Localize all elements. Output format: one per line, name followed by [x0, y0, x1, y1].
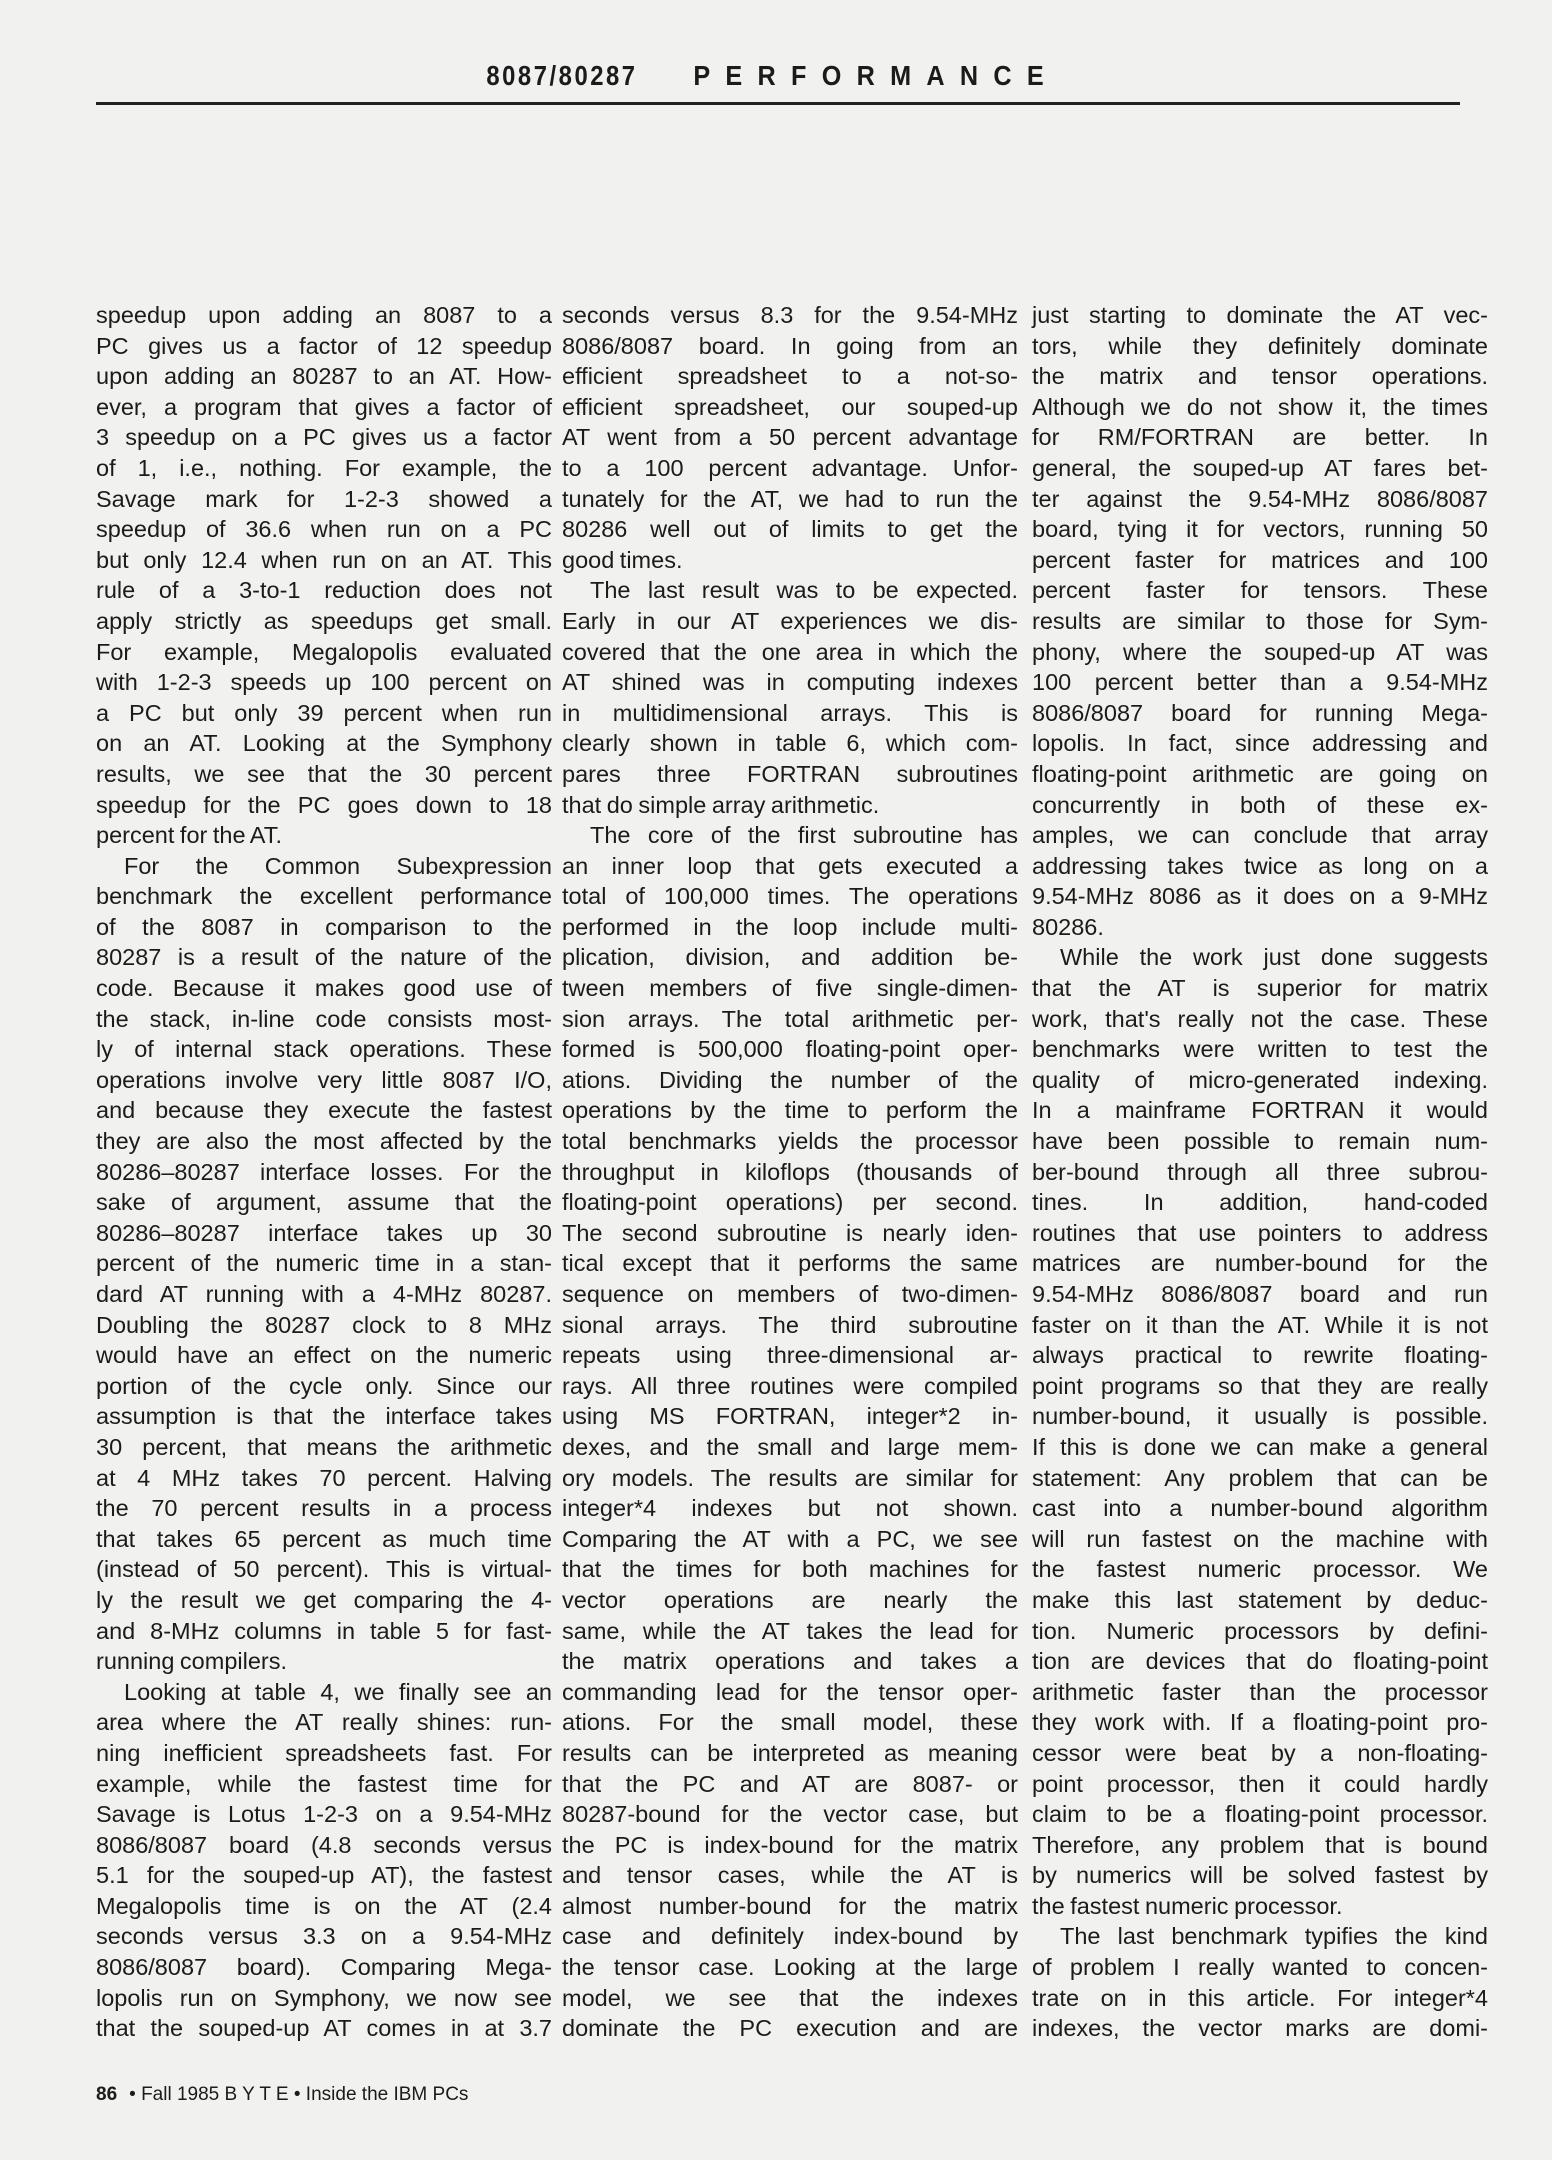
text-line: formed is 500,000 floating-point oper- [562, 1036, 1018, 1063]
text-line: portion of the cycle only. Since our [96, 1372, 552, 1399]
paragraph [562, 300, 1018, 575]
text-line: area where the AT really shines: run- [96, 1709, 552, 1736]
text-line: but only 12.4 when run on an AT. This [96, 546, 552, 573]
text-line: seconds versus 3.3 on a 9.54-MHz [96, 1923, 552, 1950]
text-line: cast into a number-bound algorithm [1032, 1495, 1488, 1522]
text-line: and because they execute the fastest [96, 1097, 552, 1124]
text-line: routines that use pointers to address [1032, 1219, 1488, 1246]
text-line: the matrix operations and takes a [562, 1648, 1018, 1675]
text-line: sional arrays. The third subroutine [562, 1311, 1018, 1338]
text-line: an inner loop that gets executed a [562, 852, 1018, 879]
text-line: matrices are number-bound for the [1032, 1250, 1488, 1277]
text-line: amples, we can conclude that array [1032, 822, 1488, 849]
text-line: rule of a 3-to-1 reduction does not [96, 577, 552, 604]
text-line: sake of argument, assume that the [96, 1189, 552, 1216]
text-line: repeats using three-dimensional ar- [562, 1342, 1018, 1369]
text-line: floating-point operations) per second. [562, 1189, 1018, 1216]
text-line: model, we see that the indexes [562, 1984, 1018, 2011]
text-line: by numerics will be solved fastest by [1032, 1862, 1488, 1889]
text-line: results can be interpreted as meaning [562, 1739, 1018, 1766]
text-line: pares three FORTRAN subroutines [562, 760, 1018, 787]
text-line: the stack, in-line code consists most- [96, 1005, 552, 1032]
text-line: tion are devices that do floating-point [1032, 1648, 1488, 1675]
text-line: speedup of 36.6 when run on a PC [96, 516, 552, 543]
text-line: statement: Any problem that can be [1032, 1464, 1488, 1491]
header-rule [96, 102, 1460, 105]
text-line: sion arrays. The total arithmetic per- [562, 1005, 1018, 1032]
text-line: speedup for the PC goes down to 18 [96, 791, 552, 818]
text-line: make this last statement by deduc- [1032, 1586, 1488, 1613]
text-line: total of 100,000 times. The operations [562, 883, 1018, 910]
paragraph [1032, 1921, 1488, 2043]
text-line: integer*4 indexes but not shown. [562, 1495, 1018, 1522]
text-line: concurrently in both of these ex- [1032, 791, 1488, 818]
paragraph [562, 575, 1018, 820]
text-line: 8086/8087 board). Comparing Mega- [96, 1954, 552, 1981]
text-line: that the AT is superior for matrix [1032, 975, 1488, 1002]
text-line: the fastest numeric processor. We [1032, 1556, 1488, 1583]
text-line: of 1, i.e., nothing. For example, the [96, 454, 552, 481]
text-line: they work with. If a floating-point pro- [1032, 1709, 1488, 1736]
text-line: always practical to rewrite floating- [1032, 1342, 1488, 1369]
text-line: For the Common Subexpression [124, 852, 552, 879]
page-footer [96, 2084, 468, 2106]
text-line: will run fastest on the machine with [1032, 1525, 1488, 1552]
text-line: In a mainframe FORTRAN it would [1032, 1097, 1488, 1124]
text-line: in multidimensional arrays. This is [562, 699, 1018, 726]
text-line: 80286 well out of limits to get the [562, 516, 1018, 543]
paragraph [96, 300, 552, 851]
running-header [0, 60, 1552, 92]
text-line: the PC is index-bound for the matrix [562, 1831, 1018, 1858]
text-line: vector operations are nearly the [562, 1586, 1018, 1613]
text-line: and 8-MHz columns in table 5 for fast- [96, 1617, 552, 1644]
text-line: Savage mark for 1-2-3 showed a [96, 485, 552, 512]
text-line: total benchmarks yields the processor [562, 1128, 1018, 1155]
text-line: and tensor cases, while the AT is [562, 1862, 1018, 1889]
text-line: operations involve very little 8087 I/O, [96, 1066, 552, 1093]
text-line: results, we see that the 30 percent [96, 760, 552, 787]
text-line: claim to be a floating-point processor. [1032, 1801, 1488, 1828]
text-line: 9.54-MHz 8086/8087 board and run [1032, 1281, 1488, 1307]
paragraph [1032, 300, 1488, 942]
text-line: 80287-bound for the vector case, but [562, 1801, 1018, 1828]
text-line: 80287 is a result of the nature of the [96, 944, 552, 971]
text-line: The core of the first subroutine has [590, 822, 1018, 849]
text-line: benchmark the excellent performance [96, 883, 552, 910]
text-line: percent of the numeric time in a stan- [96, 1250, 552, 1277]
text-line: Therefore, any problem that is bound [1032, 1831, 1488, 1858]
text-line: speedup upon adding an 8087 to a [96, 302, 552, 328]
text-line: board, tying it for vectors, running 50 [1032, 516, 1488, 543]
paragraph [96, 851, 552, 1677]
text-line: lopolis. In fact, since addressing and [1032, 730, 1488, 757]
paragraph [96, 1677, 552, 2044]
text-line: good times. [562, 546, 683, 573]
text-line: case and definitely index-bound by [562, 1923, 1018, 1950]
text-line: tines. In addition, hand-coded [1032, 1189, 1488, 1216]
text-line: ations. For the small model, these [562, 1709, 1018, 1736]
text-line: using MS FORTRAN, integer*2 in- [562, 1403, 1018, 1430]
text-line: The second subroutine is nearly iden- [562, 1219, 1018, 1246]
text-line: The last benchmark typifies the kind [1060, 1923, 1488, 1950]
text-line: 80286–80287 interface takes up 30 [96, 1219, 552, 1246]
text-line: tween members of five single-dimen- [562, 975, 1018, 1002]
text-line: same, while the AT takes the lead for [562, 1617, 1018, 1644]
text-line: arithmetic faster than the processor [1032, 1678, 1488, 1705]
text-line: percent for the AT. [96, 822, 282, 849]
text-line: a PC but only 39 percent when run [96, 699, 552, 726]
text-line: lopolis run on Symphony, we now see [96, 1984, 552, 2011]
text-line: example, while the fastest time for [96, 1770, 552, 1797]
text-line: on an AT. Looking at the Symphony [96, 730, 552, 757]
text-line: 8086/8087 board. In going from an [562, 332, 1018, 359]
text-line: tunately for the AT, we had to run the [562, 485, 1018, 512]
paragraph [562, 820, 1018, 2044]
text-line: Although we do not show it, the times [1032, 393, 1488, 420]
text-line: The last result was to be expected. [590, 577, 1018, 604]
text-line: 8086/8087 board (4.8 seconds versus [96, 1831, 552, 1858]
text-line: seconds versus 8.3 for the 9.54-MHz [562, 302, 1018, 328]
text-line: Looking at table 4, we finally see an [124, 1678, 552, 1705]
footer-text: • Fall 1985 B Y T E • Inside the IBM PCs [129, 2084, 469, 2105]
text-line: general, the souped-up AT fares bet- [1032, 454, 1488, 481]
text-line: For example, Megalopolis evaluated [96, 638, 552, 665]
text-line: efficient spreadsheet, our souped-up [562, 393, 1018, 420]
text-line: 9.54-MHz 8086 as it does on a 9-MHz [1032, 883, 1488, 910]
text-line: ning inefficient spreadsheets fast. For [96, 1739, 552, 1766]
text-line: tion. Numeric processors by defini- [1032, 1617, 1488, 1644]
text-line: code. Because it makes good use of [96, 975, 552, 1002]
text-line: dominate the PC execution and are [562, 2015, 1018, 2042]
text-line: clearly shown in table 6, which com- [562, 730, 1018, 757]
text-line: ly the result we get comparing the 4- [96, 1586, 552, 1613]
text-line: running compilers. [96, 1648, 288, 1675]
text-line: just starting to dominate the AT vec- [1032, 302, 1488, 328]
text-line: upon adding an 80287 to an AT. How- [96, 363, 552, 390]
text-line: point processor, then it could hardly [1032, 1770, 1488, 1797]
text-line: 3 speedup on a PC gives us a factor [96, 424, 552, 451]
text-line: 80286. [1032, 913, 1104, 940]
text-line: that the times for both machines for [562, 1556, 1018, 1583]
text-line: floating-point arithmetic are going on [1032, 760, 1488, 787]
text-line: point programs so that they are really [1032, 1372, 1488, 1399]
text-line: ations. Dividing the number of the [562, 1066, 1018, 1093]
text-line: the fastest numeric processor. [1032, 1892, 1343, 1919]
text-line: ly of internal stack operations. These [96, 1036, 552, 1063]
text-line: covered that the one area in which the [562, 638, 1018, 665]
text-line: Early in our AT experiences we dis- [562, 607, 1018, 634]
text-line: dexes, and the small and large mem- [562, 1433, 1018, 1460]
text-line: at 4 MHz takes 70 percent. Halving [96, 1464, 552, 1491]
text-line: commanding lead for the tensor oper- [562, 1678, 1018, 1705]
text-line: AT shined was in computing indexes [562, 669, 1018, 696]
text-line: While the work just done suggests [1060, 944, 1488, 971]
text-line: Megalopolis time is on the AT (2.4 [96, 1892, 552, 1919]
text-line: would have an effect on the numeric [96, 1342, 552, 1369]
text-line: sequence on members of two-dimen- [562, 1281, 1018, 1307]
text-line: 30 percent, that means the arithmetic [96, 1433, 552, 1460]
text-line: number-bound, it usually is possible. [1032, 1403, 1488, 1430]
text-line: Savage is Lotus 1-2-3 on a 9.54-MHz [96, 1801, 552, 1828]
text-line: the 70 percent results in a process [96, 1495, 552, 1522]
text-line: quality of micro-generated indexing. [1032, 1066, 1488, 1093]
header-title-part1: 8087/80287 [486, 60, 638, 91]
text-line: faster on it than the AT. While it is not [1032, 1311, 1488, 1338]
text-line: tical except that it performs the same [562, 1250, 1018, 1277]
text-line: results are similar to those for Sym- [1032, 607, 1488, 634]
text-column-1 [96, 300, 552, 2044]
text-line: apply strictly as speedups get small. [96, 607, 552, 634]
text-line: cessor were beat by a non-floating- [1032, 1739, 1488, 1766]
text-line: ter against the 9.54-MHz 8086/8087 [1032, 485, 1488, 512]
text-line: AT went from a 50 percent advantage [562, 424, 1018, 451]
text-line: trate on in this article. For integer*4 [1032, 1984, 1488, 2011]
text-line: Comparing the AT with a PC, we see [562, 1525, 1018, 1552]
text-line: of the 8087 in comparison to the [96, 913, 552, 940]
text-column-3 [1032, 300, 1488, 2044]
text-line: percent faster for tensors. These [1032, 577, 1488, 604]
text-line: PC gives us a factor of 12 speedup [96, 332, 552, 359]
text-line: ever, a program that gives a factor of [96, 393, 552, 420]
text-line: almost number-bound for the matrix [562, 1892, 1018, 1919]
text-line: that do simple array arithmetic. [562, 791, 880, 818]
text-line: indexes, the vector marks are domi- [1032, 2015, 1488, 2042]
text-line: (instead of 50 percent). This is virtual- [96, 1556, 552, 1583]
text-line: the matrix and tensor operations. [1032, 363, 1488, 390]
header-title-part2: PERFORMANCE [693, 60, 1059, 91]
text-column-2 [562, 300, 1018, 2044]
text-line: dard AT running with a 4-MHz 80287. [96, 1281, 552, 1307]
text-line: rays. All three routines were compiled [562, 1372, 1018, 1399]
text-line: for RM/FORTRAN are better. In [1032, 424, 1488, 451]
text-line: that takes 65 percent as much time [96, 1525, 552, 1552]
text-line: benchmarks were written to test the [1032, 1036, 1488, 1063]
text-line: 8086/8087 board for running Mega- [1032, 699, 1488, 726]
text-line: have been possible to remain num- [1032, 1128, 1488, 1155]
text-line: work, that's really not the case. These [1032, 1005, 1488, 1032]
text-line: tors, while they definitely dominate [1032, 332, 1488, 359]
text-line: to a 100 percent advantage. Unfor- [562, 454, 1018, 481]
text-line: phony, where the souped-up AT was [1032, 638, 1488, 665]
text-line: performed in the loop include multi- [562, 913, 1018, 940]
text-line: with 1-2-3 speeds up 100 percent on [96, 669, 552, 696]
text-line: the tensor case. Looking at the large [562, 1954, 1018, 1981]
text-line: of problem I really wanted to concen- [1032, 1954, 1488, 1981]
text-line: assumption is that the interface takes [96, 1403, 552, 1430]
text-line: Doubling the 80287 clock to 8 MHz [96, 1311, 552, 1338]
text-line: ber-bound through all three subrou- [1032, 1158, 1488, 1185]
text-line: 100 percent better than a 9.54-MHz [1032, 669, 1488, 696]
text-line: they are also the most affected by the [96, 1128, 552, 1155]
text-line: ory models. The results are similar for [562, 1464, 1018, 1491]
text-line: that the PC and AT are 8087- or [562, 1770, 1018, 1797]
paragraph [1032, 942, 1488, 1921]
text-line: throughput in kiloflops (thousands of [562, 1158, 1018, 1185]
text-line: operations by the time to perform the [562, 1097, 1018, 1124]
text-line: If this is done we can make a general [1032, 1433, 1488, 1460]
text-line: addressing takes twice as long on a [1032, 852, 1488, 879]
text-line: 80286–80287 interface losses. For the [96, 1158, 552, 1185]
text-line: 5.1 for the souped-up AT), the fastest [96, 1862, 552, 1889]
page-number: 86 [96, 2084, 118, 2105]
text-line: percent faster for matrices and 100 [1032, 546, 1488, 573]
text-line: efficient spreadsheet to a not-so- [562, 363, 1018, 390]
text-line: plication, division, and addition be- [562, 944, 1018, 971]
text-line: that the souped-up AT comes in at 3.7 [96, 2015, 552, 2042]
